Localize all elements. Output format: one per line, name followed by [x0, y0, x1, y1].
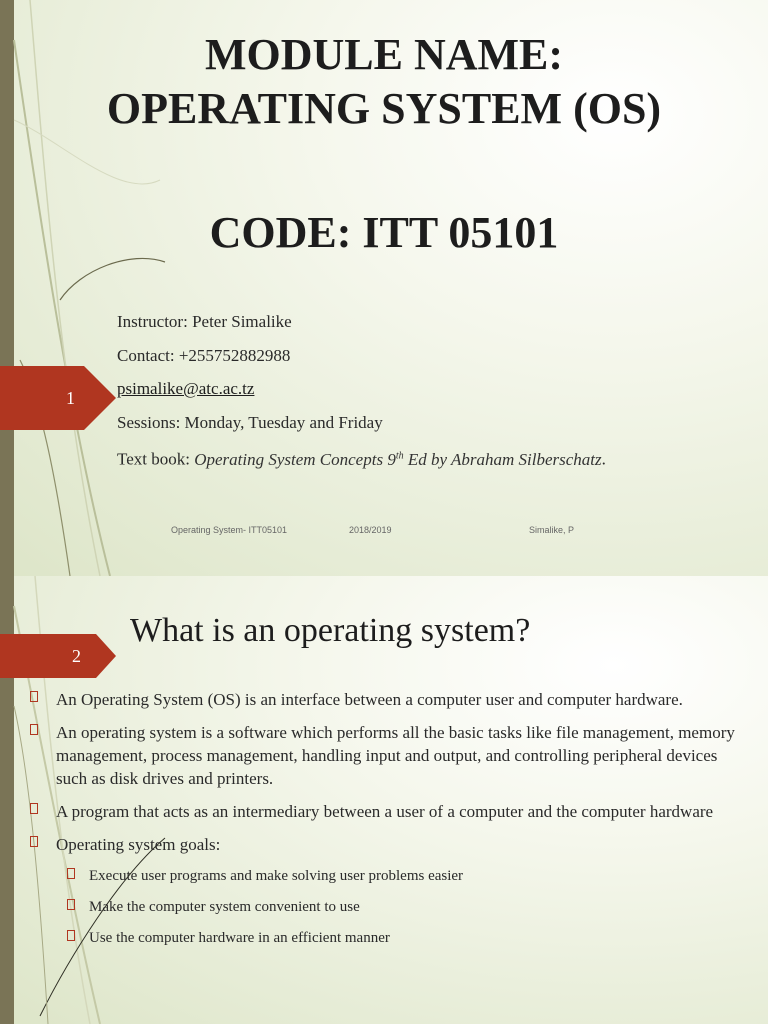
slide-number: 1: [66, 387, 75, 408]
bullet-text: A program that acts as an intermediary between a user of a computer and the computer hardware: [56, 802, 714, 821]
bullet-marker-icon: [67, 899, 75, 910]
sub-bullet-text: Use the computer hardware in an efficient manner: [89, 930, 390, 946]
textbook-label: Text book:: [117, 449, 195, 469]
bullet-marker-icon: [67, 868, 75, 879]
footer-course: Operating System- ITT05101: [171, 525, 288, 535]
sub-list-item: [0, 866, 740, 886]
list-item: [0, 833, 740, 856]
module-title-line-1: MODULE NAME:: [204, 30, 564, 79]
sub-list-item: [0, 928, 740, 948]
bullet-marker-icon: [30, 803, 38, 814]
course-info: [117, 305, 606, 476]
sessions-line: Sessions: Monday, Tuesday and Friday: [117, 412, 383, 432]
textbook-edition-sup: th: [395, 450, 404, 461]
sub-bullet-text: Execute user programs and make solving user problems easier: [89, 868, 464, 884]
instructor-line: Instructor: Peter Simalike: [117, 312, 292, 331]
footer-author: Simalike, P: [529, 525, 575, 535]
slide-number-badge: [0, 366, 116, 430]
textbook-period: .: [601, 449, 606, 469]
footer-year: 2018/2019: [349, 525, 392, 535]
textbook-line: [117, 439, 606, 476]
list-item: [0, 800, 740, 823]
bullet-marker-icon: [67, 930, 75, 941]
list-item: [0, 688, 740, 711]
email-link[interactable]: psimalike@atc.ac.tz: [117, 379, 255, 398]
textbook-title-part-a: Operating System Concepts 9: [194, 449, 396, 469]
textbook-title-part-b: Ed by Abraham Silberschatz: [403, 449, 602, 469]
bullet-marker-icon: [30, 691, 38, 702]
slide-title: What is an operating system?: [130, 612, 531, 649]
list-item: [0, 721, 740, 790]
slide-2: [0, 576, 768, 1024]
textbook-title: [194, 450, 601, 469]
bullet-text: Operating system goals:: [56, 835, 221, 854]
slide-number-badge: [0, 634, 116, 678]
module-title-line-2: OPERATING SYSTEM (OS): [106, 84, 662, 133]
module-title: [20, 28, 748, 136]
bullet-marker-icon: [30, 836, 38, 847]
slide-number: 2: [72, 645, 81, 666]
bullet-marker-icon: [30, 724, 38, 735]
module-code: CODE: ITT 05101: [209, 208, 559, 257]
contact-line: Contact: +255752882988: [117, 345, 291, 365]
sub-bullet-text: Make the computer system convenient to use: [89, 899, 360, 915]
bullet-list: [0, 688, 740, 959]
sub-list-item: [0, 897, 740, 917]
slide-left-bar: [0, 0, 14, 576]
bullet-text: An operating system is a software which performs all the basic tasks like file management, memory management, process management, handling input and output, and controlling peripheral devices such as disk drives and printers.: [56, 723, 735, 788]
bullet-text: An Operating System (OS) is an interface between a computer user and computer hardware.: [56, 690, 683, 709]
